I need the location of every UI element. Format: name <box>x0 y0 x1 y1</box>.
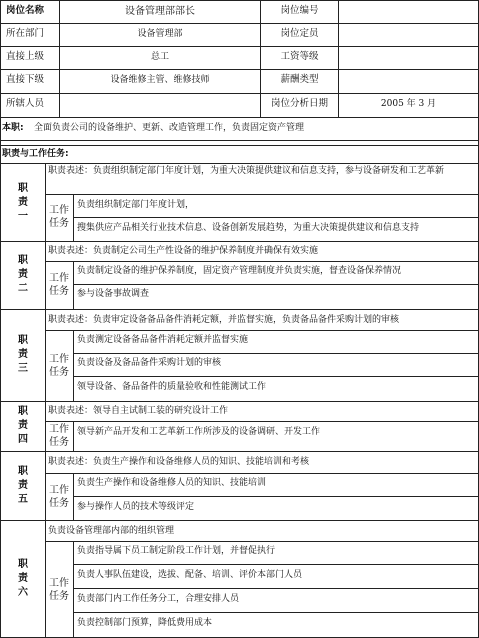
task-item: 负责组织制定部门年度计划， <box>77 200 195 210</box>
work-task-label: 工作 任务 <box>49 578 69 602</box>
duty-name <box>16 465 30 507</box>
task-item: 负责部门内工作任务分工，合理安排人员 <box>77 594 240 604</box>
task-item: 负责人事队伍建设，选拔、配备、培训、评价本部门人员 <box>77 570 303 580</box>
duty-name-text: 职 责 四 <box>18 406 28 445</box>
managed-label: 所辖人员 <box>6 98 45 109</box>
duty-name-text: 职 责 六 <box>18 559 28 598</box>
task-item: 负责测定设备备品备件消耗定额并监督实施 <box>77 335 249 345</box>
task-item: 负责生产操作和设备维修人员的知识、技能培训 <box>77 478 267 488</box>
analysis-date-label: 岗位分析日期 <box>270 98 328 109</box>
superior-label: 直接上级 <box>6 51 45 62</box>
analysis-date-value: 2005 年 3 月 <box>380 99 437 109</box>
task-item: 参与操作人员的技术等级评定 <box>77 502 195 512</box>
summary-text: 全面负责公司的设备维护、更新、改造管理工作，负责固定资产管理 <box>34 123 305 133</box>
work-task-label: 工作 任务 <box>49 424 69 448</box>
position-no-label: 岗位编号 <box>280 5 319 16</box>
wage-grade-label: 工资等级 <box>280 51 319 62</box>
duty-name <box>16 182 30 224</box>
duty-statement: 职责表述：负责审定设备备品备件消耗定额，并监督实施，负责备品备件采购计划的审核 <box>48 315 400 325</box>
work-task-label: 工作 任务 <box>49 273 69 297</box>
duty-name-text: 职 责 一 <box>18 183 28 222</box>
duty-name <box>16 254 30 296</box>
task-item: 负责指导属下员工制定阶段工作计划，并督促执行 <box>77 546 276 556</box>
subordinate-label: 直接下级 <box>6 74 45 85</box>
task-item: 领导新产品开发和工艺革新工作所涉及的设备调研、开发工作 <box>77 427 321 437</box>
department-label: 所在部门 <box>6 28 45 39</box>
task-item: 参与设备事故调查 <box>77 289 150 299</box>
headcount-label: 岗位定员 <box>280 28 319 39</box>
task-item: 搜集供应产品相关行业技术信息、设备创新发展趋势，为重大决策提供建议和信息支持 <box>77 223 420 233</box>
position-name-label: 岗位名称 <box>6 5 45 16</box>
duty-statement: 负责设备管理部内部的组织管理 <box>48 526 175 536</box>
duty-statement: 职责表述：负责制定公司生产性设备的维护保养制度并确保有效实施 <box>48 246 319 256</box>
duty-name-text: 职 责 三 <box>18 335 28 374</box>
position-name-value: 设备管理部部长 <box>125 6 195 17</box>
superior-value: 总工 <box>150 52 169 62</box>
pay-type-label: 薪酬类型 <box>280 74 319 85</box>
duty-name <box>16 334 30 376</box>
subordinate-value: 设备维修主管、维修技师 <box>110 75 210 85</box>
work-task-label: 工作 任务 <box>49 354 69 378</box>
duty-statement: 职责表述：负责生产操作和设备维修人员的知识、技能培训和考核 <box>48 457 310 467</box>
work-task-label: 工作 任务 <box>49 205 69 229</box>
duties-heading: 职责与工作任务: <box>2 149 69 159</box>
duty-name <box>16 558 30 600</box>
department-value: 设备管理部 <box>137 29 183 39</box>
task-item: 负责制定设备的维护保养制度，固定资产管理制度并负责实施，督查设备保养情况 <box>77 266 402 276</box>
task-item: 负责控制部门预算，降低费用成本 <box>77 618 213 628</box>
summary-label: 本职: <box>2 123 24 133</box>
duty-name-text: 职 责 五 <box>18 466 28 505</box>
duty-name-text: 职 责 二 <box>18 255 28 294</box>
duty-statement: 职责表述：负责组织制定部门年度计划，为重大决策提供建议和信息支持，参与设备研发和工艺革新 <box>48 166 445 176</box>
task-item: 领导设备、备品备件的质量验收和性能测试工作 <box>77 382 267 392</box>
duty-name <box>16 405 30 447</box>
task-item: 负责设备及备品备件采购计划的审核 <box>77 358 222 368</box>
duty-statement: 职责表述：领导自主试制工装的研究设计工作 <box>48 406 229 416</box>
work-task-label: 工作 任务 <box>49 485 69 509</box>
